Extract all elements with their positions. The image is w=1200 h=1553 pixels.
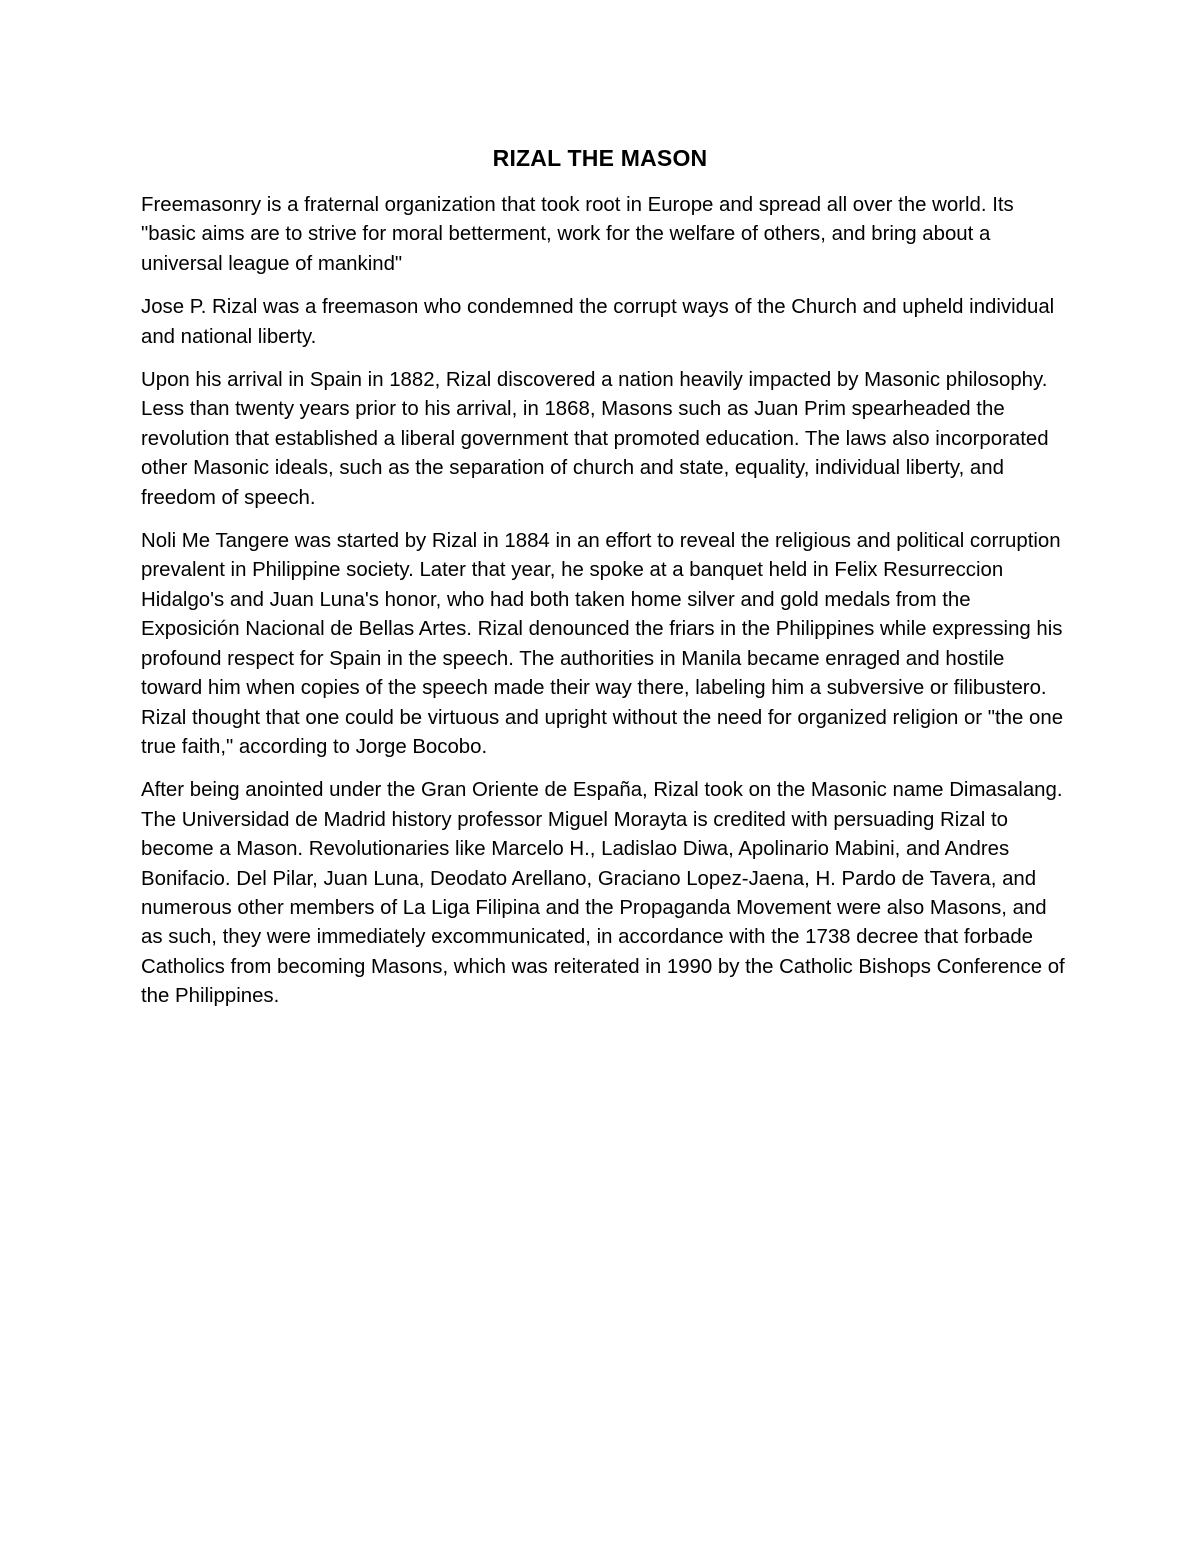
paragraph-noli-me-tangere: Noli Me Tangere was started by Rizal in 1884 in an effort to reveal the religious and political corruption prevalent in Philippine society. Later that year, he spoke at a banquet held in Felix Resurreccion Hidalgo's and Juan Luna's honor, who had both taken home silver and gold medals from the Exposición Nacional de Bellas Artes. Rizal denounced the friars in the Philippines while expressing his profound respect for Spain in the speech. The authorities in Manila became enraged and hostile toward him when copies of the speech made their way there, labeling him a subversive or filibustero. Rizal thought that one could be virtuous and upright without the need for organized religion or "the one true faith," according to Jorge Bocobo. [141,530,1064,758]
paragraph-masonic-name: After being anointed under the Gran Oriente de España, Rizal took on the Masonic name Dimasalang. The Universidad de Madrid history professor Miguel Morayta is credited with persuading Rizal to become a Mason. Revolutionaries like Marcelo H., Ladislao Diwa, Apolinario Mabini, and Andres Bonifacio. Del Pilar, Juan Luna, Deodato Arellano, Graciano Lopez-Jaena, H. Pardo de Tavera, and numerous other members of La Liga Filipina and the Propaganda Movement were also Masons, and as such, they were immediately excommunicated, in accordance with the 1738 decree that forbade Catholics from becoming Masons, which was reiterated in 1990 by the Catholic Bishops Conference of the Philippines. [141,779,1065,1008]
paragraph-rizal-freemason: Jose P. Rizal was a freemason who condemned the corrupt ways of the Church and upheld individual and national liberty. [141,296,1055,348]
paragraph-arrival-in-spain: Upon his arrival in Spain in 1882, Rizal discovered a nation heavily impacted by Masonic philosophy. Less than twenty years prior to his arrival, in 1868, Masons such as Juan Prim spearheaded the revolution that established a liberal government that promoted education. The laws also incorporated other Masonic ideals, such as the separation of church and state, equality, individual liberty, and freedom of speech. [141,369,1049,509]
document-title: RIZAL THE MASON [492,145,708,171]
document-body [141,191,1066,1026]
paragraph-freemasonry-intro: Freemasonry is a fraternal organization that took root in Europe and spread all over the world. Its "basic aims are to strive for moral betterment, work for the welfare of others, and bring about a universal league of mankind" [141,194,1014,275]
